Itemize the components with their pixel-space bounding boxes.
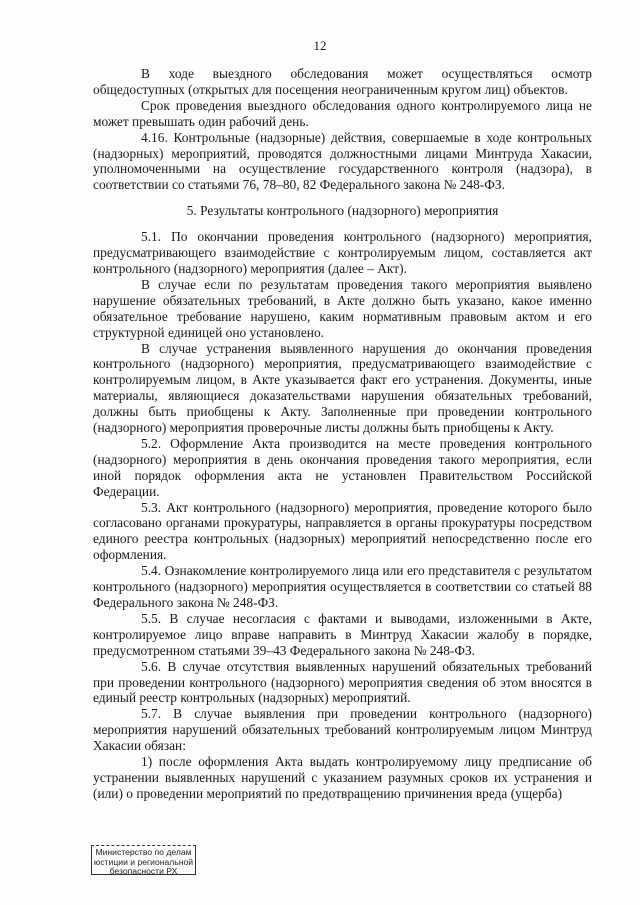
paragraph-violation-found: В случае если по результатам проведения такого мероприятия выявлено нарушение обязательных требований, в Акте должно быть указано, какое именно обязательное требование нарушено, каким нормативным правовым актом и его структурной единицей оно установлено. <box>93 276 592 340</box>
paragraph-5-7: 5.7. В случае выявления при проведении контрольного (надзорного) мероприятия нарушений обязательных требований контролируемым лицом Минтруд Хакасии обязан: <box>93 706 592 754</box>
paragraph-5-7-item-1: 1) после оформления Акта выдать контролируемому лицу предписание об устранении выявленных нарушений с указанием разумных сроков их устранения и (или) о проведении мероприятий по предотвращению причинения вреда (ущерба) <box>93 754 592 801</box>
registration-stamp <box>91 845 196 875</box>
paragraph-5-1: 5.1. По окончании проведения контрольного (надзорного) мероприятия, предусматривающего взаимодействие с контролируемым лицом, составляется акт контрольного (надзорного) мероприятия (далее – Акт). <box>93 229 592 276</box>
page-number: 12 <box>313 38 327 53</box>
document-body <box>93 66 592 802</box>
paragraph-violation-fixed: В случае устранения выявленного нарушения до окончания проведения контрольного (надзорного) мероприятия, предусматривающего взаимодействие с контролируемым лицом, в Акте указывается факт его устранения. Документы, иные материалы, являющиеся доказательствами нарушения обязательных требований, должны быть приобщены к Акту. Заполненные при проведении контрольного (надзорного) мероприятия проверочные листы должны быть приобщены к Акту. <box>93 340 592 436</box>
stamp-line: юстиции и региональной <box>93 856 194 867</box>
paragraph-5-4: 5.4. Ознакомление контролируемого лица или его представителя с результатом контрольного (надзорного) мероприятия осуществляется в соответствии со статьей 88 Федерального закона № 248-ФЗ. <box>93 563 592 610</box>
section-heading: 5. Результаты контрольного (надзорного) мероприятия <box>186 203 499 219</box>
paragraph-4-16: 4.16. Контрольные (надзорные) действия, совершаемые в ходе контрольных (надзорных) мероприятий, проводятся должностными лицами Минтруда Хакасии, уполномоченными на осуществление государственного контроля (надзора), в соответствии со статьями 76, 78–80, 82 Федерального закона № 248-ФЗ. <box>93 129 592 193</box>
paragraph-5-2: 5.2. Оформление Акта производится на месте проведения контрольного (надзорного) мероприятия в день окончания проведения такого мероприятия, если иной порядок оформления акта не установлен Правительством Российской Федерации. <box>93 435 592 499</box>
paragraph-inspection-duration: Срок проведения выездного обследования одного контролируемого лица не может превышать один рабочий день. <box>93 97 592 129</box>
paragraph-5-6: 5.6. В случае отсутствия выявленных нарушений обязательных требований при проведении контрольного (надзорного) мероприятия сведения об этом вносятся в единый реестр контрольных (надзорных) мероприятий. <box>93 658 592 706</box>
stamp-line: безопасности РХ <box>109 866 178 877</box>
stamp-line: Министерство по делам <box>95 847 192 857</box>
paragraph-field-inspection: В ходе выездного обследования может осуществляться осмотр общедоступных (открытых для посещения неограниченным кругом лиц) объектов. <box>93 66 592 97</box>
paragraph-5-5: 5.5. В случае несогласия с фактами и выводами, изложенными в Акте, контролируемое лицо вправе направить в Минтруд Хакасии жалобу в порядке, предусмотренном статьями 39–43 Федерального закона № 248-ФЗ. <box>93 610 592 658</box>
paragraph-5-3: 5.3. Акт контрольного (надзорного) мероприятия, проведение которого было согласовано органами прокуратуры, направляется в органы прокуратуры посредством единого реестра контрольных (надзорных) мероприятий непосредственно после его оформления. <box>93 499 592 563</box>
